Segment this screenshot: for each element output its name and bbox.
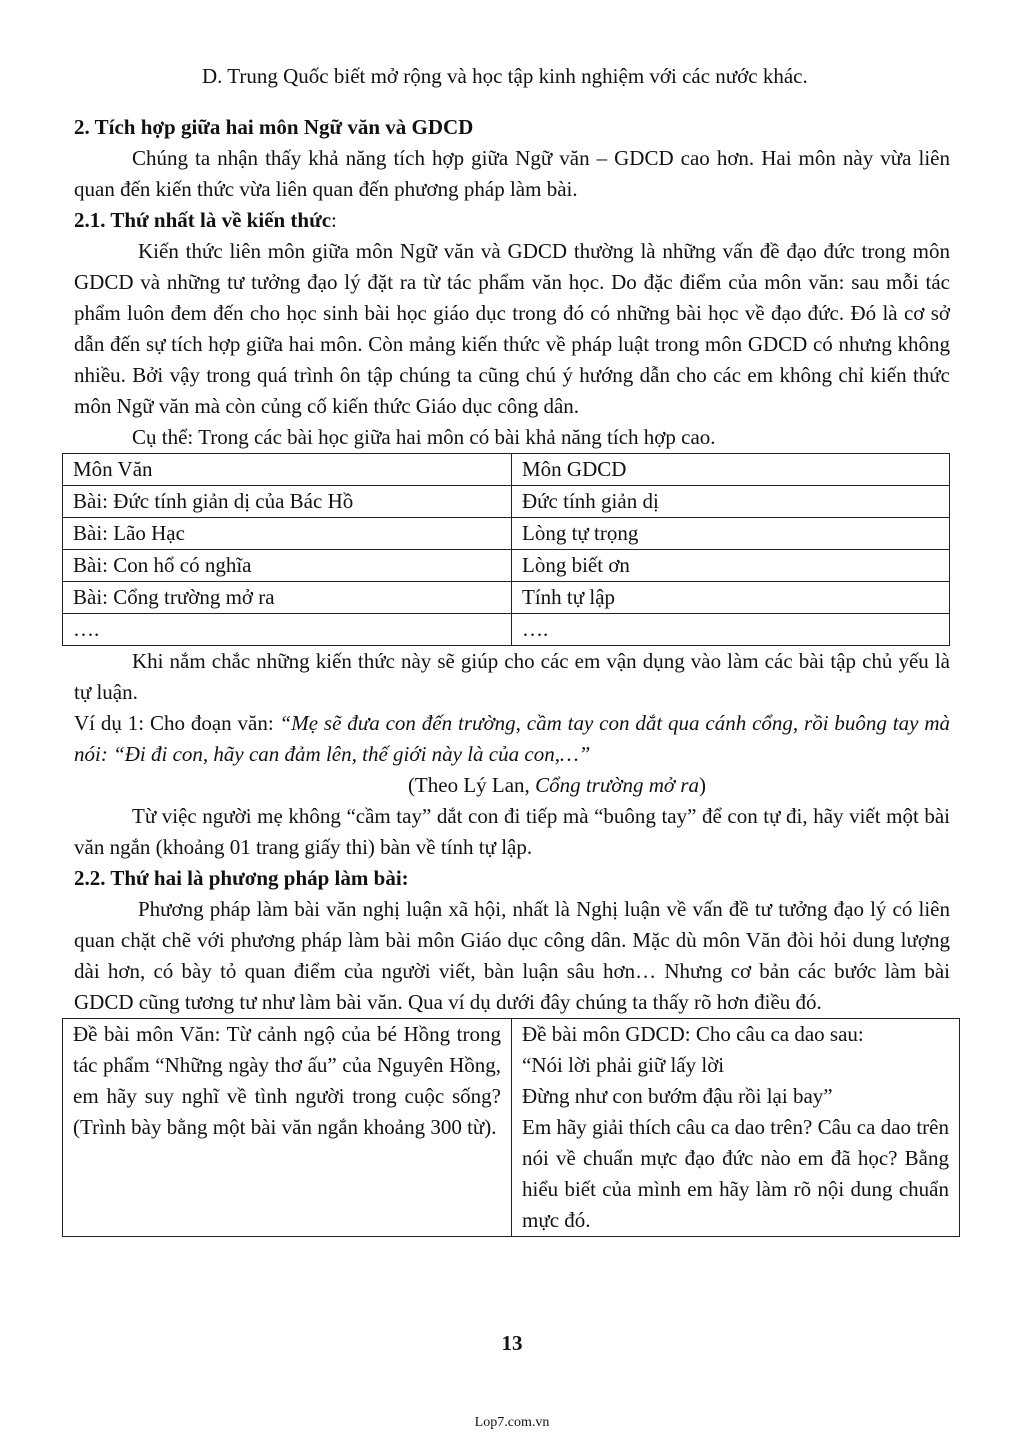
example-label: Ví dụ 1: Cho đoạn văn: — [74, 711, 280, 735]
table-cell: Đức tính giản dị — [512, 486, 950, 518]
example-quote: “Mẹ sẽ đưa con đến trường, cầm tay con dắt qua cánh cổng, rồi buông tay mà nói: “Đi đi con, hãy can đảm lên, thế giới này là của con,…” — [74, 711, 950, 766]
table-row — [63, 486, 950, 518]
table-header-gdcd: Môn GDCD — [512, 454, 950, 486]
gdcd-exam-line: Đừng như con bướm đậu rồi lại bay” — [522, 1084, 833, 1108]
gdcd-exam-line: Em hãy giải thích câu ca dao trên? Câu ca dao trên nói về chuẩn mực đạo đức nào em đã học? Bằng hiểu biết của mình em hãy làm rõ nội dung chuẩn mực đó. — [522, 1115, 949, 1232]
table-header-row — [63, 454, 950, 486]
section-2-1-specific: Cụ thể: Trong các bài học giữa hai môn có bài khả năng tích hợp cao. — [132, 425, 716, 449]
section-2-intro: Chúng ta nhận thấy khả năng tích hợp giữa Ngữ văn – GDCD cao hơn. Hai môn này vừa liên quan đến kiến thức vừa liên quan đến phương pháp làm bài. — [74, 146, 950, 201]
table-cell: Bài: Cổng trường mở ra — [63, 582, 512, 614]
section-2-2-paragraph: Phương pháp làm bài văn nghị luận xã hội, nhất là Nghị luận về vấn đề tư tưởng đạo lý có liên quan chặt chẽ với phương pháp làm bài môn Giáo dục công dân. Mặc dù môn Văn đòi hỏi dung lượng dài hơn, có bày tỏ quan điểm của người viết, bàn luận sâu hơn… Nhưng cơ bản các bước làm bài GDCD cũng tương tư như làm bài văn. Qua ví dụ dưới đây chúng ta thấy rõ hơn điều đó. — [74, 897, 950, 1014]
table-row — [63, 550, 950, 582]
example-task: Từ việc người mẹ không “cầm tay” dắt con đi tiếp mà “buông tay” để con tự đi, hãy viết một bài văn ngắn (khoảng 01 trang giấy thi) bàn về tính tự lập. — [74, 804, 950, 859]
table-row — [63, 518, 950, 550]
table-cell: Bài: Lão Hạc — [63, 518, 512, 550]
section-2-2-heading: 2.2. Thứ hai là phương pháp làm bài: — [74, 866, 409, 890]
table-cell: Tính tự lập — [512, 582, 950, 614]
source-prefix: (Theo Lý Lan, — [407, 773, 536, 797]
section-2-heading: 2. Tích hợp giữa hai môn Ngữ văn và GDCD — [74, 115, 474, 139]
table-header-van: Môn Văn — [63, 454, 512, 486]
table-row — [63, 614, 950, 646]
source-title: Cổng trường mở ra — [535, 773, 700, 797]
table-cell: Bài: Đức tính giản dị của Bác Hồ — [63, 486, 512, 518]
source-suffix: ) — [699, 773, 707, 797]
table-cell: Lòng tự trọng — [512, 518, 950, 550]
section-2-1-application: Khi nắm chắc những kiến thức này sẽ giúp cho các em vận dụng vào làm các bài tập chủ yếu là tự luận. — [74, 649, 950, 704]
example-source — [74, 770, 950, 801]
section-2-1-colon: : — [331, 208, 337, 232]
van-exam-cell: Đề bài môn Văn: Từ cảnh ngộ của bé Hồng trong tác phẩm “Những ngày thơ ấu” của Nguyên Hồng, em hãy suy nghĩ về tình người trong cuộc sống? (Trình bày bằng một bài văn ngắn khoảng 300 từ). — [63, 1019, 512, 1237]
gdcd-exam-cell — [512, 1019, 960, 1237]
table-cell: Bài: Con hổ có nghĩa — [63, 550, 512, 582]
table-row — [63, 1019, 960, 1237]
answer-option-d: D. Trung Quốc biết mở rộng và học tập kinh nghiệm với các nước khác. — [202, 64, 808, 88]
section-2-1-title: 2.1. Thứ nhất là về kiến thức — [74, 208, 332, 232]
section-2-1-paragraph: Kiến thức liên môn giữa môn Ngữ văn và GDCD thường là những vấn đề đạo đức trong môn GDCD và những tư tưởng đạo lý đặt ra từ tác phẩm văn học. Do đặc điểm của môn văn: sau mỗi tác phẩm luôn đem đến cho học sinh bài học giáo dục trong đó có những bài học về đạo đức. Đó là cơ sở dẫn đến sự tích hợp giữa hai môn. Còn mảng kiến thức về pháp luật trong môn GDCD có nhưng không nhiều. Bởi vậy trong quá trình ôn tập chúng ta cũng chú ý hướng dẫn cho các em không chỉ kiến thức môn Ngữ văn mà còn củng cố kiến thức Giáo dục công dân. — [74, 239, 950, 418]
footer-site: Lop7.com.vn — [474, 1415, 550, 1430]
exam-comparison-table — [62, 1018, 960, 1237]
subject-comparison-table — [62, 453, 950, 646]
table-cell: Lòng biết ơn — [512, 550, 950, 582]
gdcd-exam-line: Đề bài môn GDCD: Cho câu ca dao sau: — [522, 1022, 864, 1046]
gdcd-exam-line: “Nói lời phải giữ lấy lời — [522, 1053, 725, 1077]
page-content — [74, 61, 950, 1237]
table-row — [63, 582, 950, 614]
table-cell: …. — [63, 614, 512, 646]
table-cell: …. — [512, 614, 950, 646]
page-number: 13 — [501, 1331, 523, 1355]
example-1 — [74, 708, 950, 770]
section-2-1-heading — [74, 205, 950, 236]
